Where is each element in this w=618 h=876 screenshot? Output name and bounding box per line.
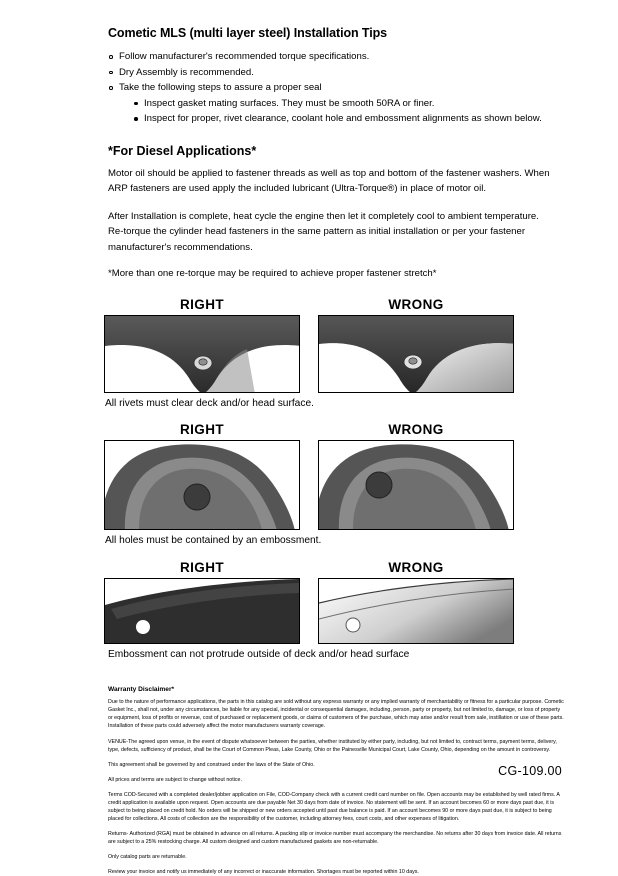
document-number: CG-109.00 (498, 764, 562, 778)
figure-image-right-holes (104, 440, 300, 530)
figure-right-holes (104, 422, 300, 530)
coolant-hole-right-diagram (105, 441, 300, 530)
figure-caption-holes: All holes must be contained by an embossment. (105, 535, 322, 547)
warranty-paragraph: Review your invoice and notify us immediately of any incorrect or inaccurate information. Shortages must be reported within 10 days. (108, 869, 419, 876)
figure-label-right: RIGHT (180, 422, 224, 438)
list-item: Inspect for proper, rivet clearance, coolant hole and embossment alignments as shown below. (133, 111, 572, 127)
figure-section (46, 297, 572, 660)
diesel-applications-heading: *For Diesel Applications* (108, 143, 257, 158)
embossment-wrong-diagram (319, 579, 514, 644)
caption-wrap-embossment (101, 649, 517, 660)
paragraph-motor-oil: Motor oil should be applied to fastener threads as well as top and bottom of the fastener washers. When ARP fasteners are used apply the included lubricant (Ultra-Torque®) in place of motor oil. (108, 167, 550, 195)
warranty-paragraph: Only catalog parts are returnable. (108, 853, 187, 860)
installation-tips-list (108, 49, 572, 127)
figure-caption-rivets: All rivets must clear deck and/or head surface. (105, 398, 314, 410)
figure-image-wrong-holes (318, 440, 514, 530)
figure-row-rivets (46, 297, 572, 393)
page-title: Cometic MLS (multi layer steel) Installation Tips (108, 26, 387, 40)
figure-row-holes-wrap (46, 422, 572, 530)
figure-label-right: RIGHT (180, 560, 224, 576)
figure-caption-embossment: Embossment can not protrude outside of deck and/or head surface (108, 649, 410, 661)
figure-right-rivets (104, 297, 300, 393)
warranty-paragraph: This agreement shall be governed by and construed under the laws of the State of Ohio. (108, 761, 315, 768)
figure-label-right: RIGHT (180, 297, 224, 313)
figure-label-wrong: WRONG (388, 422, 444, 438)
list-item (108, 80, 572, 127)
figure-wrong-rivets (318, 297, 514, 393)
figure-right-embossment (104, 560, 300, 644)
warranty-paragraph: Returns- Authorized (RGA) must be obtained in advance on all returns. A packing slip or invoice number must accompany the merchandise. No returns after 30 days from invoice date. All returns are subject to a 25% restocking charge. All custom designed and custom manufactured gaskets are non-returnable. (108, 830, 562, 845)
list-item: Inspect gasket mating surfaces. They must be smooth 50RA or finer. (133, 96, 572, 112)
warranty-paragraph: VENUE-The agreed upon venue, in the event of dispute whatsoever between the parties, whether instituted by either party, including, but not limited to, contract terms, payment terms, delivery, type, defects, sufficiency of product, shall be the Court of Common Pleas, Lake County, Ohio or the Painesville Municipal Court, Lake County, Ohio, depending on the amount in controversy. (108, 738, 557, 753)
rivet-wrong-diagram (319, 316, 514, 393)
warranty-paragraph: Due to the nature of performance applications, the parts in this catalog are sold without any express warranty or any implied warranty of merchantability or fitness for a particular purpose. Cometic Gasket Inc., shall not, under any circumstances, be liable for any special, incidental or consequential damages, including, person, party or property, but not limited to, damage, or loss of property or equipment, loss of profits or revenue, cost of purchased or replacement goods, or claims of customers of the purchase, which may arise and/or result from sale, instillation or use of these parts. Installation of these parts could adversely affect the motor manufacturers warranty coverage. (108, 699, 564, 730)
figure-image-wrong-rivets (318, 315, 514, 393)
figure-image-right-rivets (104, 315, 300, 393)
paragraph-retorque-note: *More than one re-torque may be required to achieve proper fastener stretch* (108, 268, 437, 280)
warranty-section (108, 686, 566, 876)
embossment-right-diagram (105, 579, 300, 644)
warranty-heading: Warranty Disclaimer* (108, 686, 175, 694)
figure-image-right-embossment (104, 578, 300, 644)
warranty-paragraph: All prices and terms are subject to change without notice. (108, 776, 242, 783)
list-item: Follow manufacturer's recommended torque specifications. (108, 49, 572, 65)
warranty-paragraph: Terms COD-Secured with a completed dealer/jobber application on File, COD-Company check with a current credit card number on file. Open accounts may be established by well rated firms. A credit application is available upon request. Open accounts are due payable Net 30 days from date of invoice. No statement will be sent. If an account becomes 60 or more days past due, it is subject to being placed on credit hold. No orders will be shipped or new orders accepted until past due balance is paid. If an account becomes 90 or more days past due, it is subject to being placed for collections. All costs of collection are the responsibility of the customer, including attorney fees, court costs, and other expenses of litigation. (108, 791, 560, 822)
coolant-hole-wrong-diagram (319, 441, 514, 530)
installation-sub-list (119, 96, 572, 127)
rivet-right-diagram (105, 316, 300, 393)
figure-row-embossment (46, 560, 572, 644)
caption-wrap-rivets (104, 398, 514, 409)
list-item-label: Take the following steps to assure a proper seal (119, 82, 322, 94)
figure-wrong-holes (318, 422, 514, 530)
figure-image-wrong-embossment (318, 578, 514, 644)
caption-wrap-holes (104, 535, 514, 546)
figure-wrong-embossment (318, 560, 514, 644)
figure-label-wrong: WRONG (388, 560, 444, 576)
paragraph-heat-cycle: After Installation is complete, heat cycle the engine then let it completely cool to ambient temperature. Re-torque the cylinder head fasteners in the same pattern as initial installation or per your fastener manufacturer's recommendations. (108, 210, 539, 253)
figure-row-holes (46, 422, 572, 530)
figure-label-wrong: WRONG (388, 297, 444, 313)
list-item: Dry Assembly is recommended. (108, 65, 572, 81)
